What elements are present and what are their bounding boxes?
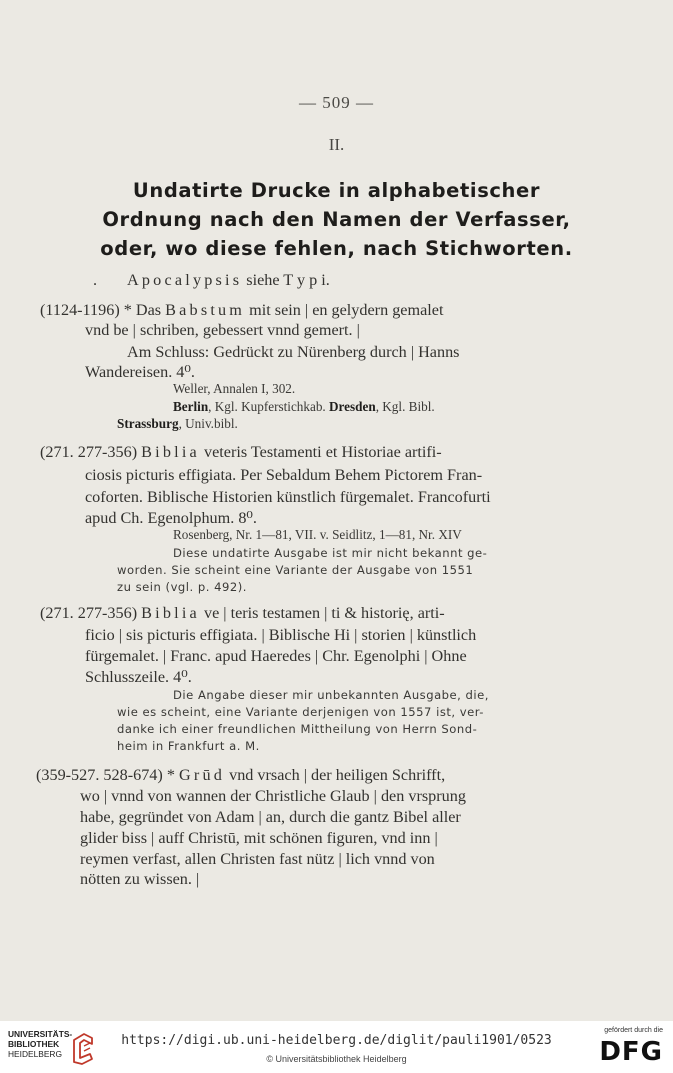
entry-text: vnd vrsach | der heiligen Schrifft, — [225, 766, 446, 784]
section-number: II. — [328, 135, 345, 154]
entry-text: ve | teris testamen | ti & historię, arti- — [199, 604, 445, 622]
entry-text: mit sein | en gelydern gemalet — [245, 301, 444, 319]
library-name: , Kgl. Kupferstichkab. — [208, 399, 330, 414]
entry-line — [40, 300, 443, 320]
entry-line: coforten. Biblische Historien künstlich fürgemalet. Francofurti — [85, 488, 491, 506]
entry-line: fürgemalet. | Franc. apud Haeredes | Chr. Egenolphi | Ohne — [85, 647, 467, 665]
note-line: zu sein (vgl. p. 492). — [117, 580, 247, 594]
heading-line: Undatirte Drucke in alphabetischer — [132, 179, 541, 202]
entry-keyword: Biblia — [141, 443, 200, 461]
entry-number: (1124-1196) * Das — [40, 301, 166, 319]
entry-line: Schlusszeile. 4⁰. — [85, 668, 192, 686]
footer-bar — [0, 1021, 673, 1073]
entry-line: habe, gegründet von Adam | an, durch die gantz Bibel aller — [80, 808, 461, 826]
entry-line: glider biss | auff Christū, mit schönen figuren, vnd inn | — [80, 829, 438, 847]
entry-number: (359-527. 528-674) * — [36, 766, 179, 784]
library-name: , Univ.bibl. — [178, 416, 238, 431]
library-city: Berlin — [173, 399, 209, 414]
entry-line: nötten zu wissen. | — [80, 870, 200, 888]
entry-text: veteris Testamenti et Historiae artifi- — [199, 443, 442, 461]
reference-line: Weller, Annalen I, 302. — [173, 381, 296, 396]
entry-line: Wandereisen. 4⁰. — [85, 363, 195, 381]
note-line: wie es scheint, eine Variante derjenigen von 1557 ist, ver- — [117, 705, 484, 719]
entry-keyword: Biblia — [141, 604, 200, 622]
logo-text-line: BIBLIOTHEK — [8, 1039, 60, 1049]
entry-line — [40, 442, 442, 462]
library-line — [173, 399, 435, 415]
entry-line: apud Ch. Egenolphum. 8⁰. — [85, 509, 257, 527]
chapter-heading — [20, 176, 653, 263]
reference-line: Rosenberg, Nr. 1—81, VII. v. Seidlitz, 1—81, Nr. XIV — [173, 527, 462, 542]
page-number: — 509 — — [299, 93, 374, 112]
note-line: Diese undatirte Ausgabe ist mir nicht bekannt ge- — [173, 546, 488, 560]
note-line: heim in Frankfurt a. M. — [117, 739, 260, 753]
dfg-caption: gefördert durch die — [604, 1027, 663, 1034]
entry-keyword: Apocalypsis — [127, 271, 243, 289]
entry-number: (271. 277-356) — [40, 604, 142, 622]
entry-keyword: Babstum — [165, 301, 246, 319]
entry-line: reymen verfast, allen Christen fast nütz | lich vnnd von — [80, 850, 435, 868]
apocalypsis-dot: . — [93, 271, 98, 289]
apocalypsis-entry — [127, 270, 330, 290]
heading-line: Ordnung nach den Namen der Verfasser, — [102, 208, 571, 231]
copyright-notice: © Universitätsbibliothek Heidelberg — [266, 1054, 407, 1064]
permalink-url[interactable]: https://digi.ub.uni-heidelberg.de/diglit/pauli1901/0523 — [121, 1033, 552, 1048]
heading-line: oder, wo diese fehlen, nach Stichworten. — [100, 237, 573, 260]
library-name: , Kgl. Bibl. — [375, 399, 435, 414]
entry-line: ciosis picturis effigiata. Per Sebaldum Behem Pictorem Fran- — [85, 466, 483, 484]
entry-keyword: Grūd — [178, 766, 226, 784]
entry-line — [40, 603, 445, 623]
note-line: Die Angabe dieser mir unbekannten Ausgabe, die, — [173, 688, 489, 702]
library-line — [117, 416, 238, 432]
entry-line: wo | vnnd von wannen der Christliche Glaub | den vrsprung — [80, 787, 466, 805]
entry-text: siehe T y p i. — [242, 271, 330, 289]
entry-line: Am Schluss: Gedrückt zu Nürenberg durch | Hanns — [127, 343, 460, 361]
note-line: worden. Sie scheint eine Variante der Ausgabe von 1551 — [117, 563, 474, 577]
dfg-logo[interactable] — [595, 1027, 663, 1069]
entry-line — [36, 765, 445, 785]
logo-text-line: HEIDELBERG — [8, 1049, 62, 1059]
entry-number: (271. 277-356) — [40, 443, 142, 461]
dfg-wordmark: DFG — [599, 1037, 663, 1067]
entry-line: ficio | sis picturis effigiata. | Biblische Hi | storien | künstlich — [85, 626, 477, 644]
logo-text-line: UNIVERSITÄTS- — [8, 1029, 73, 1039]
note-line: danke ich einer freundlichen Mittheilung von Herrn Sond- — [117, 722, 478, 736]
library-city: Dresden — [329, 399, 376, 414]
library-city: Strassburg — [117, 416, 179, 431]
entry-line: vnd be | schriben, gebessert vnnd gemert. | — [85, 321, 360, 339]
